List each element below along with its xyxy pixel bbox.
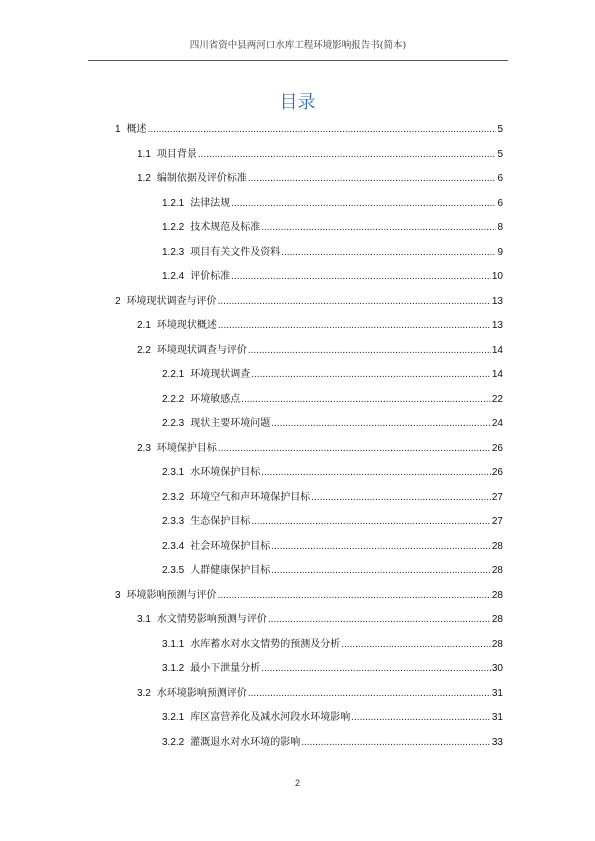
toc-title: 目录 [279, 92, 316, 113]
toc-leader-dots [271, 565, 491, 576]
toc-entry[interactable] [162, 561, 503, 577]
running-header: 四川省资中县两河口水库工程环境影响报告书(简本) [189, 40, 407, 51]
toc-leader-dots [248, 688, 491, 699]
toc-leader-dots [351, 712, 491, 723]
toc-leader-dots [248, 173, 497, 184]
toc-entry-page: 10 [491, 271, 503, 282]
toc-entry-title: 环境敏感点 [190, 393, 241, 405]
toc-entry-number: 3.2.2 [162, 736, 185, 748]
toc-entry-title: 项目背景 [156, 148, 197, 160]
toc-leader-dots [281, 247, 496, 258]
toc-entry-page: 28 [491, 638, 503, 650]
toc-leader-dots [248, 345, 491, 356]
toc-entry-title: 环境保护目标 [156, 442, 217, 454]
toc-leader-dots [218, 590, 491, 601]
toc-entry[interactable] [162, 365, 503, 381]
toc-entry-number: 2.2.3 [162, 418, 185, 429]
toc-entry-page: 5 [497, 124, 503, 135]
toc-leader-dots [341, 639, 491, 650]
toc-entry[interactable] [162, 708, 503, 724]
toc-entry-title: 库区富营养化及减水河段水环境影响 [190, 712, 351, 723]
toc-entry-title: 环境现状概述 [156, 320, 217, 331]
toc-entry-number: 1.1 [137, 148, 151, 160]
toc-entry-number: 2.2.2 [162, 393, 185, 405]
toc-entry[interactable] [115, 120, 503, 136]
toc-entry-title: 生态保护目标 [190, 516, 251, 527]
toc-entry-number: 1.2.1 [162, 197, 185, 209]
toc-leader-dots [198, 149, 497, 160]
toc-entry-page: 28 [491, 540, 503, 552]
toc-entry[interactable] [162, 659, 503, 675]
toc-entry-number: 3.1 [137, 614, 151, 625]
toc-entry-title: 最小下泄量分析 [190, 663, 261, 674]
toc-entry-title: 现状主要环境问题 [190, 418, 271, 429]
toc-entry-number: 2.1 [137, 320, 151, 331]
toc-entry-number: 2.3.2 [162, 491, 185, 503]
toc-entry-page: 28 [491, 565, 503, 576]
toc-entry-page: 28 [491, 589, 503, 601]
toc-entry-page: 8 [497, 222, 503, 233]
toc-entry-page: 24 [491, 418, 503, 429]
toc-entry[interactable] [162, 512, 503, 528]
toc-leader-dots [271, 418, 491, 429]
toc-entry-number: 2.3.4 [162, 540, 185, 552]
toc-entry-number: 2.2 [137, 344, 151, 356]
toc-entry-title: 法律法规 [190, 197, 231, 209]
toc-entry-number: 3.1.2 [162, 663, 185, 674]
toc-entry-number: 1.2.4 [162, 271, 185, 282]
toc-entry-number: 2.3.5 [162, 565, 185, 576]
toc-leader-dots [241, 394, 491, 405]
toc-entry-page: 9 [497, 246, 503, 258]
toc-entry[interactable] [162, 390, 503, 406]
toc-entry-number: 1.2.3 [162, 246, 185, 258]
toc-entry-title: 环境影响预测与评价 [126, 589, 217, 601]
page-number: 2 [294, 778, 300, 788]
toc-entry-number: 2.2.1 [162, 369, 185, 380]
toc-entry-number: 2 [115, 295, 121, 307]
toc-entry-title: 环境现状调查与评价 [156, 344, 247, 356]
toc-entry-number: 1 [115, 124, 121, 135]
toc-entry[interactable] [137, 145, 503, 161]
toc-leader-dots [261, 663, 491, 674]
toc-entry-page: 33 [491, 736, 503, 748]
toc-entry-title: 技术规范及标准 [190, 222, 261, 233]
toc-leader-dots [218, 443, 491, 454]
toc-entry-title: 环境现状调查 [190, 369, 251, 380]
toc-entry[interactable] [137, 684, 503, 700]
toc-entry-title: 编制依据及评价标准 [156, 173, 247, 184]
toc-leader-dots [231, 271, 491, 282]
toc-leader-dots [311, 492, 491, 503]
toc-entry[interactable] [162, 194, 503, 210]
toc-entry-page: 5 [497, 148, 503, 160]
toc-leader-dots [261, 467, 491, 478]
toc-entry-page: 6 [497, 173, 503, 184]
toc-entry[interactable] [162, 463, 503, 479]
toc-entry-page: 26 [491, 442, 503, 454]
toc-entry[interactable] [137, 341, 503, 357]
toc-entry-page: 6 [497, 197, 503, 209]
toc-entry-number: 2.3.1 [162, 467, 185, 478]
toc-entry-title: 评价标准 [190, 271, 231, 282]
toc-entry[interactable] [162, 414, 503, 430]
toc-entry-title: 人群健康保护目标 [190, 565, 271, 576]
header-rule [88, 60, 508, 61]
toc-entry-title: 社会环境保护目标 [190, 540, 271, 552]
toc-entry-title: 水库蓄水对水文情势的预测及分析 [190, 638, 341, 650]
toc-leader-dots [268, 614, 491, 625]
toc-leader-dots [251, 516, 491, 527]
toc-entry[interactable] [137, 439, 503, 455]
toc-entry-title: 项目有关文件及资料 [190, 246, 281, 258]
toc-entry[interactable] [115, 586, 503, 602]
toc-leader-dots [251, 369, 491, 380]
toc-leader-dots [218, 320, 491, 331]
toc-entry-title: 水环境影响预测评价 [156, 687, 247, 699]
toc-entry[interactable] [137, 610, 503, 626]
toc-entry-number: 3.2 [137, 687, 151, 699]
toc-leader-dots [271, 541, 491, 552]
toc-entry-page: 14 [491, 344, 503, 356]
toc-entry-page: 31 [491, 712, 503, 723]
toc-entry-title: 环境现状调查与评价 [126, 295, 217, 307]
toc-leader-dots [148, 124, 497, 135]
toc-entry[interactable] [137, 169, 503, 185]
toc-entry-page: 28 [491, 614, 503, 625]
toc-entry-page: 30 [491, 663, 503, 674]
toc-entry[interactable] [162, 733, 503, 749]
toc-entry-page: 22 [491, 393, 503, 405]
toc-entry-number: 1.2.2 [162, 222, 185, 233]
toc-entry-title: 环境空气和声环境保护目标 [190, 491, 311, 503]
toc-entry[interactable] [162, 218, 503, 234]
toc-entry-page: 14 [491, 369, 503, 380]
toc-leader-dots [301, 737, 491, 748]
toc-entry-page: 31 [491, 687, 503, 699]
toc-entry-number: 2.3 [137, 442, 151, 454]
toc-entry-number: 1.2 [137, 173, 151, 184]
toc-entry-page: 13 [491, 320, 503, 331]
toc-entry[interactable] [162, 267, 503, 283]
toc-entry-number: 3.2.1 [162, 712, 185, 723]
toc-entry-page: 27 [491, 491, 503, 503]
toc-entry[interactable] [162, 488, 503, 504]
toc-entry[interactable] [137, 316, 503, 332]
toc-leader-dots [231, 198, 496, 209]
toc-entry-number: 3.1.1 [162, 638, 185, 650]
toc-entry-page: 27 [491, 516, 503, 527]
toc-leader-dots [261, 222, 496, 233]
toc-entry-title: 概述 [126, 124, 147, 135]
toc-entry[interactable] [162, 243, 503, 259]
toc-entry-number: 3 [115, 589, 121, 601]
toc-entry-number: 2.3.3 [162, 516, 185, 527]
toc-entry-title: 灌溉退水对水环境的影响 [190, 736, 301, 748]
toc-entry-page: 13 [491, 295, 503, 307]
toc-entry[interactable] [162, 635, 503, 651]
toc-entry[interactable] [115, 292, 503, 308]
toc-entry-title: 水文情势影响预测与评价 [156, 614, 267, 625]
toc-entry-title: 水环境保护目标 [190, 467, 261, 478]
toc-entry[interactable] [162, 537, 503, 553]
toc-entry-page: 26 [491, 467, 503, 478]
toc-leader-dots [218, 296, 491, 307]
